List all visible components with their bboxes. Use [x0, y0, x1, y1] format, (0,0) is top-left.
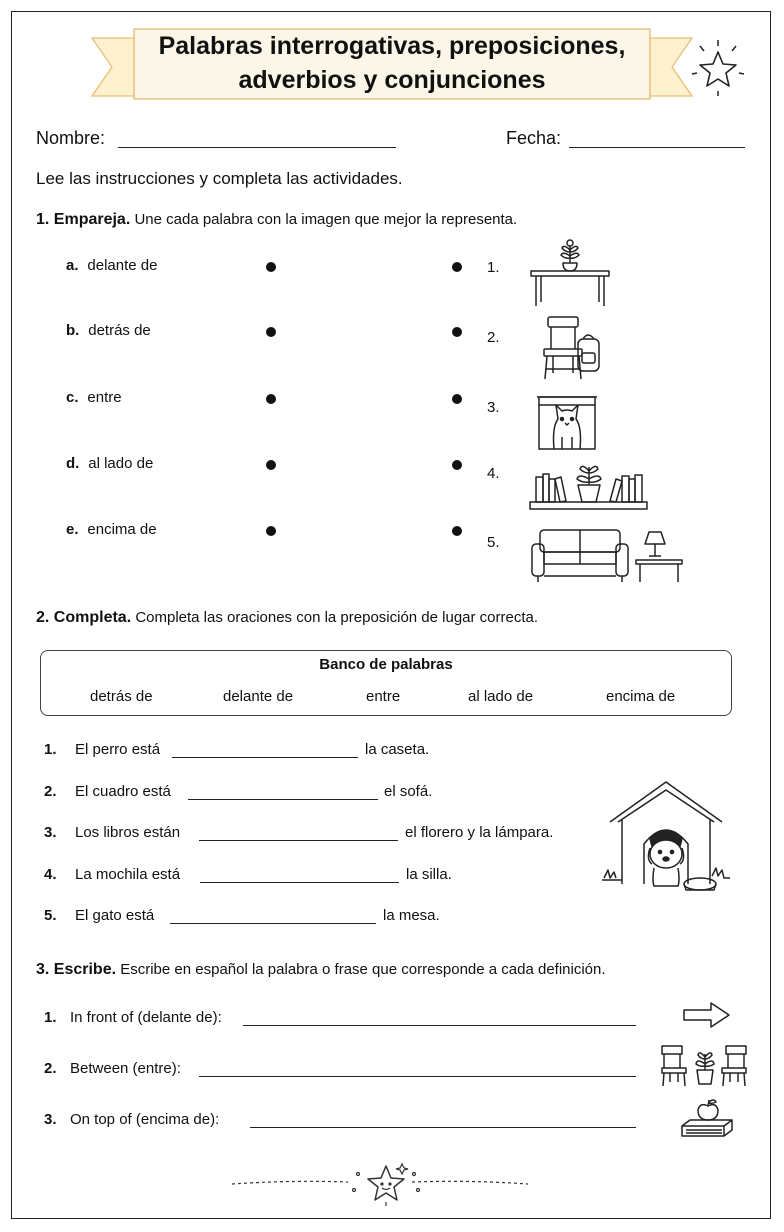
section-1-number: 1. Empareja.: [36, 211, 131, 228]
sentence-2-before: El cuadro está: [75, 783, 171, 800]
sentence-4-after: la silla.: [406, 866, 452, 883]
section-3-heading: [36, 961, 606, 979]
definition-3-number: 3.: [44, 1111, 57, 1128]
word-bank-word: entre: [366, 688, 401, 705]
match-dot-left-c[interactable]: [266, 394, 276, 404]
sentence-5-blank[interactable]: [170, 923, 376, 924]
footer-star-divider: [230, 1160, 530, 1210]
section-1-instruction: Une cada palabra con la imagen que mejor la representa.: [134, 211, 518, 228]
cat-in-front-of-box-icon: [536, 389, 598, 451]
match-dot-left-e[interactable]: [266, 526, 276, 536]
plant-between-chairs-icon: [660, 1044, 750, 1088]
match-word-d: d. al lado de: [66, 455, 154, 472]
image-number-1: 1.: [487, 259, 500, 276]
definition-3-answer-line[interactable]: [250, 1127, 636, 1128]
lamp-next-to-sofa-icon: [530, 528, 688, 584]
definition-1-number: 1.: [44, 1009, 57, 1026]
date-label: Fecha:: [506, 128, 562, 148]
match-dot-left-a[interactable]: [266, 262, 276, 272]
section-3-number: 3. Escribe.: [36, 961, 117, 978]
match-word-b: b. detrás de: [66, 322, 151, 339]
word-bank-word: encima de: [606, 688, 676, 705]
right-arrow-icon: [683, 1002, 731, 1030]
sentence-1-blank[interactable]: [172, 757, 358, 758]
plant-on-table-icon: [530, 238, 610, 308]
image-number-5: 5.: [487, 534, 500, 551]
sentence-4-blank[interactable]: [200, 882, 399, 883]
sentence-4-before: La mochila está: [75, 866, 181, 883]
definition-3-text: On top of (encima de):: [70, 1111, 220, 1128]
sentence-3-after: el florero y la lámpara.: [405, 824, 554, 841]
section-1-heading: [36, 211, 517, 229]
definition-2-text: Between (entre):: [70, 1060, 181, 1077]
match-word-e: e. encima de: [66, 521, 157, 538]
match-dot-right-2[interactable]: [452, 327, 462, 337]
match-dot-left-d[interactable]: [266, 460, 276, 470]
image-number-4: 4.: [487, 465, 500, 482]
page-title-line-1: Palabras interrogativas, preposiciones,: [158, 32, 626, 60]
match-dot-right-5[interactable]: [452, 526, 462, 536]
match-dot-left-b[interactable]: [266, 327, 276, 337]
sentence-2-number: 2.: [44, 783, 57, 800]
sentence-3-number: 3.: [44, 824, 57, 841]
sentence-1-after: la caseta.: [365, 741, 430, 758]
general-instructions: Lee las instrucciones y completa las actividades.: [36, 169, 403, 188]
definition-2-number: 2.: [44, 1060, 57, 1077]
match-dot-right-1[interactable]: [452, 262, 462, 272]
sentence-1-before: El perro está: [75, 741, 161, 758]
section-3-instruction: Escribe en español la palabra o frase que corresponde a cada definición.: [120, 961, 606, 978]
sentence-3-before: Los libros están: [75, 824, 181, 841]
section-2-number: 2. Completa.: [36, 609, 132, 626]
definition-1-text: In front of (delante de):: [70, 1009, 222, 1026]
section-2-heading: [36, 609, 538, 627]
match-word-a: a. delante de: [66, 257, 158, 274]
definition-1-answer-line[interactable]: [243, 1025, 636, 1026]
word-bank-word: delante de: [223, 688, 294, 705]
sparkle-star-icon: [688, 40, 748, 100]
dog-in-doghouse-icon: [600, 780, 732, 896]
sentence-2-after: el sofá.: [384, 783, 433, 800]
section-2-instruction: Completa las oraciones con la preposición de lugar correcta.: [135, 609, 539, 626]
word-bank-word: al lado de: [468, 688, 534, 705]
date-input-line[interactable]: [569, 147, 745, 148]
plant-between-books-icon: [530, 457, 648, 511]
sentence-5-after: la mesa.: [383, 907, 440, 924]
image-number-3: 3.: [487, 399, 500, 416]
sentence-5-before: El gato está: [75, 907, 155, 924]
match-word-c: c. entre: [66, 389, 122, 406]
name-input-line[interactable]: [118, 147, 396, 148]
apple-on-book-icon: [680, 1098, 734, 1140]
sentence-3-blank[interactable]: [199, 840, 398, 841]
word-bank-title: Banco de palabras: [319, 656, 453, 673]
sentence-1-number: 1.: [44, 741, 57, 758]
match-dot-right-3[interactable]: [452, 394, 462, 404]
image-number-2: 2.: [487, 329, 500, 346]
word-bank-word: detrás de: [90, 688, 153, 705]
page-title-line-2: adverbios y conjunciones: [238, 66, 546, 94]
name-label: Nombre:: [36, 128, 106, 148]
sentence-5-number: 5.: [44, 907, 57, 924]
sentence-4-number: 4.: [44, 866, 57, 883]
backpack-behind-chair-icon: [540, 315, 602, 381]
sentence-2-blank[interactable]: [188, 799, 378, 800]
match-dot-right-4[interactable]: [452, 460, 462, 470]
definition-2-answer-line[interactable]: [199, 1076, 636, 1077]
